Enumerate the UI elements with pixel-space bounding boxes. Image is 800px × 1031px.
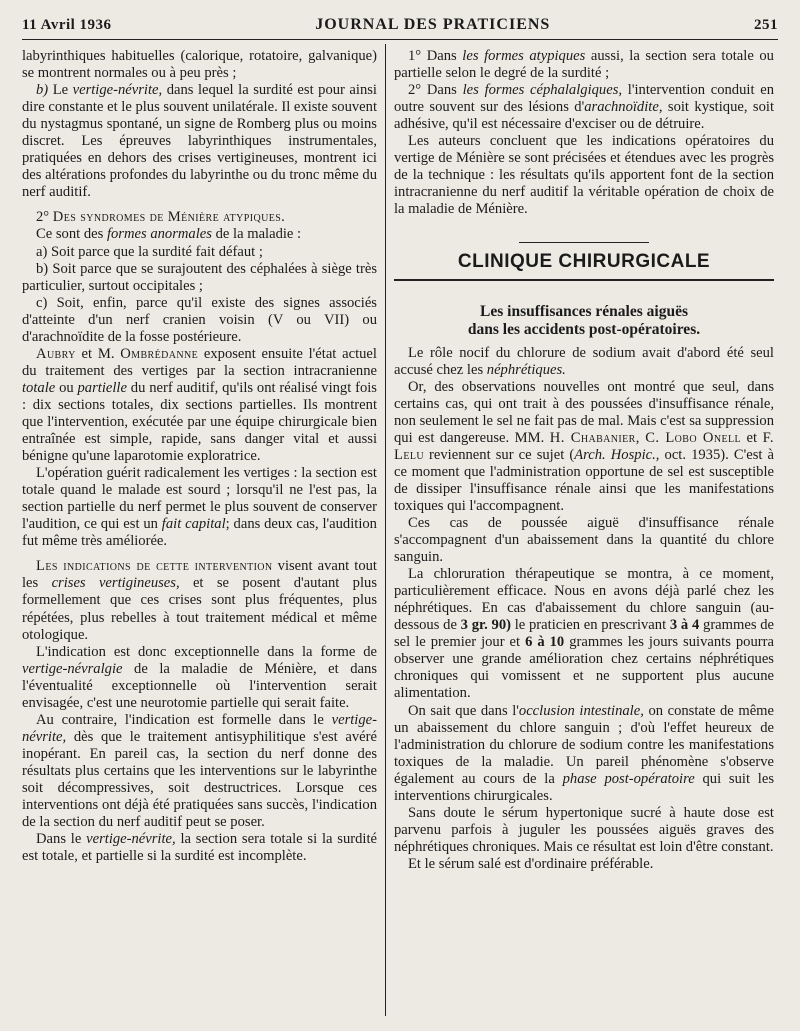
left-column — [22, 48, 377, 865]
list-item: b) Soit parce que se surajoutent des céphalées à siège très particulier, surtout occipitales ; — [22, 260, 377, 294]
issue-date: 11 Avril 1936 — [22, 16, 112, 33]
header-rule — [22, 39, 778, 40]
paragraph: Aubry et M. Ombrédanne exposent ensuite l'état actuel du traitement des vertiges par la section intracranienne totale ou partielle du nerf auditif, qu'ils ont réalisé vingt fois : dix sections totales, dix sections partielles. Ils montrent que l'intervention, exécutée par une équipe chirurgicale bien entraînée est simple, rapide, sans danger vital et aussi bénigne qu'une laparotomie exploratrice. — [22, 345, 377, 465]
paragraph: 1° Dans les formes atypiques aussi, la section sera totale ou partielle selon le degré de la surdité ; — [394, 48, 774, 82]
paragraph: 2° Dans les formes céphalalgiques, l'intervention conduit en outre souvent sur des lésions d'arachnoïdite, soit kystique, soit adhésive, qu'il est nécessaire d'exciser ou de détruire. — [394, 82, 775, 133]
paragraph: Les indications de cette intervention visent avant tout les crises vertigineuses, et se posent d'autant plus formellement que ces crises sont plus fréquentes, plus répétées, plus rebelles à tout traitement médical et même otologique. — [22, 558, 377, 643]
paragraph: La chloruration thérapeutique se montra, à ce moment, particulièrement efficace. Nous en avons déjà parlé chez les néphrétiques. En cas d'abaissement du chlore sanguin (au-dessous de 3 gr. 90) le praticien en prescrivant 3 à 4 grammes de sel le premier jour et 6 à 10 grammes les jours suivants pourra observer une grande amélioration chez certains néphrétiques chroniques qui vomissent et ne supportent plus aucune alimentation. — [394, 566, 775, 702]
paragraph: labyrinthiques habituelles (calorique, rotatoire, galvanique) se montrent normales ou à peu près ; — [22, 48, 377, 82]
paragraph: Le rôle nocif du chlorure de sodium avait d'abord été seul accusé chez les néphrétiques. — [394, 344, 774, 378]
right-column — [394, 48, 774, 873]
paragraph: Sans doute le sérum hypertonique sucré à haute dose est parvenu parfois à juguler les poussées aiguës graves des néphrétiques chroniques. Mais ce résultat est loin d'être constant. — [394, 804, 774, 855]
section-heading: 2° Des syndromes de Ménière atypiques. — [36, 209, 286, 226]
paragraph: Ce sont des formes anormales de la maladie : — [36, 226, 302, 243]
paragraph: Dans le vertige-névrite, la section sera totale si la surdité est totale, et partielle si la surdité est incomplète. — [22, 831, 377, 865]
paragraph: b) Le vertige-névrite, dans lequel la surdité est pour ainsi dire constante et le plus souvent unilatérale. Il existe souvent du nystagmus spontané, un signe de Romberg plus ou moins discret. Les épreuves labyrinthiques instrumentales, pratiquées en dehors des crises vertigineuses, montrent ici des altérations profondes du labyrinthe ou du tronc même du nerf auditif. — [22, 82, 378, 201]
page-number: 251 — [753, 16, 778, 33]
list-item: c) Soit, enfin, parce qu'il existe des signes associés d'atteinte d'un nerf cranien voisin (V ou VII) ou d'arachnoïdite de la fosse postérieure. — [22, 294, 377, 345]
paragraph: On sait que dans l'occlusion intestinale, on constate de même un abaissement du chlore sanguin ; d'où l'effet heureux de l'administration du chlorure de sodium contre les manifestations toxiques de la maladie. Un pareil phénomène s'observe également au cours de la phase post-opératoire qui suit les interventions chirurgicales. — [394, 702, 775, 804]
article-title: Les insuffisances rénales aiguës dans les accidents post-opératoires. — [467, 302, 701, 338]
section-rule — [394, 279, 774, 281]
column-divider — [385, 44, 386, 1016]
paragraph: L'opération guérit radicalement les vertiges : la section est totale quand le malade est sourd ; lorsqu'il ne l'est pas, la section partielle du nerf permet le plus souvent de conserver l'audition, ce qui est un fait capital; dans deux cas, l'audition fut même très améliorée. — [22, 465, 377, 550]
paragraph: L'indication est donc exceptionnelle dans la forme de vertige-névralgie de la maladie de Ménière, et dans l'éventualité exceptionnelle où l'intervention serait envisagée, c'est une neurotomie partielle qui serait faite. — [22, 643, 377, 711]
paragraph: Au contraire, l'indication est formelle dans le vertige-névrite, dès que le traitement antisyphilitique s'est avéré inopérant. En pareil cas, la section du nerf donne des résultats plus certains que les interventions sur le labyrinthe soit décompressives, soit destructrices. Lorsque ces interventions ont déjà été pratiquées sans succès, l'indication de la section du nerf auditif peut se poser. — [22, 711, 377, 831]
paragraph: Ces cas de poussée aiguë d'insuffisance rénale s'accompagnent d'un abaissement dans la quantité du chlore sanguin. — [394, 514, 774, 566]
paragraph: Or, des observations nouvelles ont montré que seul, dans certains cas, qui ont trait à des poussées d'insuffisance rénale, non seulement le sel ne fait pas de mal. Mais c'est sa suppression qui est dangereuse. MM. H. Chabanier, C. Lobo Onell et F. Lelu reviennent sur ce sujet (Arch. Hospic., oct. 1935). C'est à ce moment que l'administration opportune de sel est susceptible de dissiper l'insuffisance rénale ainsi que les manifestations toxiques qui l'accompagnent. — [394, 378, 775, 514]
list-item: a) Soit parce que la surdité fait défaut ; — [36, 243, 263, 260]
section-title: CLINIQUE CHIRURGICALE — [457, 251, 711, 273]
paragraph: Les auteurs concluent que les indications opératoires du vertige de Ménière se sont précisées et étendues avec les progrès de la technique : les résultats qu'ils apportent font de la section intracranienne du nerf auditif la véritable opération de choix de la maladie de Ménière. — [394, 133, 774, 218]
page-header — [22, 14, 778, 36]
paragraph: Et le sérum salé est d'ordinaire préférable. — [408, 855, 654, 872]
section-separator — [519, 242, 649, 243]
journal-title: JOURNAL DES PRATICIENS — [315, 16, 551, 33]
